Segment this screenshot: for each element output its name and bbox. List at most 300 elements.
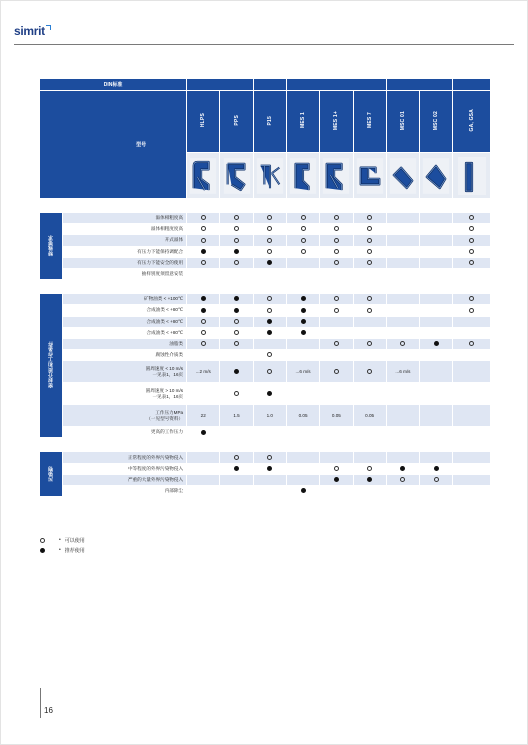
table-cell	[254, 213, 287, 224]
filled-circle-icon	[267, 330, 272, 335]
open-circle-icon	[469, 260, 474, 265]
table-cell	[453, 258, 491, 269]
open-circle-icon	[267, 296, 272, 301]
open-circle-icon	[367, 260, 372, 265]
seal-profile-icon	[222, 155, 252, 197]
table-cell	[220, 350, 253, 361]
page-number: 16	[44, 706, 53, 715]
open-circle-icon	[201, 215, 206, 220]
table-cell	[287, 361, 320, 383]
table-cell	[187, 305, 220, 316]
table-cell	[420, 258, 453, 269]
table-cell	[320, 464, 353, 475]
table-cell	[220, 475, 253, 486]
table-cell	[320, 305, 353, 316]
product-name: P15	[266, 115, 273, 126]
seal-profile-icon	[255, 155, 285, 197]
filled-circle-icon	[201, 249, 206, 254]
row-label: 正常程度的外界污染物侵入	[63, 452, 188, 463]
filled-circle-icon	[267, 260, 272, 265]
filled-circle-icon	[301, 488, 306, 493]
section-title-cell	[40, 294, 63, 438]
product-header-cell	[320, 91, 353, 153]
table-cell	[254, 383, 287, 405]
product-name: PPS	[233, 115, 240, 126]
row-label: 圆周速度 > 10 m/s 一见表1，16页	[63, 383, 188, 405]
open-circle-icon	[234, 226, 239, 231]
row-label: 开式溢体	[63, 235, 188, 246]
table-cell	[354, 452, 387, 463]
table-cell	[420, 427, 453, 438]
filled-circle-icon	[367, 477, 372, 482]
table-row	[40, 235, 491, 246]
open-circle-icon	[234, 330, 239, 335]
table-cell	[187, 328, 220, 339]
table-cell	[320, 317, 353, 328]
table-row	[40, 464, 491, 475]
filled-circle-icon	[201, 296, 206, 301]
table-cell	[220, 269, 253, 280]
table-cell	[254, 361, 287, 383]
section-title: 密封介质和工作条件	[48, 341, 55, 389]
table-cell	[320, 452, 353, 463]
row-label: 腐蚀性介质类	[63, 350, 188, 361]
table-cell	[453, 475, 491, 486]
open-circle-icon	[334, 369, 339, 374]
logo-mark-icon	[46, 25, 51, 30]
product-header-cell	[220, 91, 253, 153]
table-cell	[287, 339, 320, 350]
table-row	[40, 452, 491, 463]
open-circle-icon	[334, 341, 339, 346]
table-cell	[220, 294, 253, 305]
table-cell	[453, 350, 491, 361]
table-row	[40, 475, 491, 486]
din-header: DIN标准	[40, 79, 187, 91]
table-cell	[320, 339, 353, 350]
product-header-cell	[254, 91, 287, 153]
section-gap	[40, 199, 491, 213]
table-cell	[254, 486, 287, 497]
open-circle-icon	[201, 341, 206, 346]
open-circle-icon	[334, 238, 339, 243]
table-cell	[420, 452, 453, 463]
open-circle-icon	[367, 249, 372, 254]
table-cell	[453, 339, 491, 350]
legend-item-recommended	[40, 545, 85, 555]
table-cell	[187, 383, 220, 405]
table-cell	[387, 405, 420, 427]
table-cell	[387, 464, 420, 475]
open-circle-icon	[301, 215, 306, 220]
table-cell	[287, 247, 320, 258]
open-circle-icon	[234, 319, 239, 324]
table-cell	[420, 405, 453, 427]
product-name: MES 1+	[333, 110, 340, 131]
filled-circle-icon	[201, 308, 206, 313]
row-label: 工作压力MPa （一见型号资料）	[63, 405, 188, 427]
table-cell	[254, 258, 287, 269]
table-cell	[420, 475, 453, 486]
table-cell	[187, 486, 220, 497]
table-cell	[187, 350, 220, 361]
open-circle-icon	[201, 260, 206, 265]
filled-circle-icon	[434, 466, 439, 471]
table-cell	[254, 305, 287, 316]
table-cell	[254, 235, 287, 246]
table-cell	[254, 464, 287, 475]
seal-profile-icon	[355, 155, 385, 197]
table-cell	[187, 258, 220, 269]
selection-table-wrap	[40, 79, 491, 497]
cell-value: 1.5	[233, 412, 240, 418]
product-header-cell	[420, 91, 453, 153]
table-cell	[320, 269, 353, 280]
table-cell	[220, 247, 253, 258]
open-circle-icon	[334, 296, 339, 301]
table-cell	[387, 328, 420, 339]
table-cell	[354, 339, 387, 350]
product-name: MSC 02	[433, 110, 440, 131]
product-name: HLPS	[200, 113, 207, 128]
seal-profile-icon	[455, 155, 489, 197]
table-cell	[287, 235, 320, 246]
table-cell	[420, 464, 453, 475]
table-cell	[453, 269, 491, 280]
table-cell	[354, 405, 387, 427]
open-circle-icon	[267, 352, 272, 357]
open-circle-icon	[234, 238, 239, 243]
open-circle-icon	[201, 319, 206, 324]
table-cell	[320, 383, 353, 405]
table-cell	[387, 258, 420, 269]
open-circle-icon	[469, 296, 474, 301]
table-cell	[187, 361, 220, 383]
row-label: 矿物油类 < +100℃	[63, 294, 188, 305]
row-label: 溢体相粗度度高	[63, 224, 188, 235]
table-cell	[287, 224, 320, 235]
table-row	[40, 247, 491, 258]
table-cell	[420, 213, 453, 224]
filled-circle-icon	[234, 249, 239, 254]
table-cell	[287, 305, 320, 316]
table-cell	[254, 247, 287, 258]
table-cell	[354, 427, 387, 438]
row-label: 油脂类	[63, 339, 188, 350]
table-cell	[387, 452, 420, 463]
legend-text: 推荐使用	[64, 547, 85, 554]
table-cell	[254, 294, 287, 305]
table-cell	[453, 486, 491, 497]
open-circle-icon	[301, 226, 306, 231]
open-circle-icon	[201, 226, 206, 231]
filled-circle-icon	[234, 369, 239, 374]
row-label: 溢体相粗度高	[63, 213, 188, 224]
model-header: 型号	[40, 91, 187, 199]
table-cell	[320, 475, 353, 486]
table-cell	[187, 427, 220, 438]
table-cell	[453, 294, 491, 305]
row-label: 有压力下能安全的使用	[63, 258, 188, 269]
footer-rule	[40, 688, 41, 718]
legend-item-available	[40, 535, 85, 545]
table-row	[40, 383, 491, 405]
table-cell	[387, 224, 420, 235]
table-cell	[387, 475, 420, 486]
table-cell	[220, 305, 253, 316]
open-circle-icon	[334, 308, 339, 313]
open-circle-icon	[267, 455, 272, 460]
brand-logo	[14, 24, 51, 38]
table-cell	[387, 350, 420, 361]
table-cell	[320, 328, 353, 339]
open-circle-icon	[334, 260, 339, 265]
open-circle-icon	[267, 308, 272, 313]
selection-table	[40, 79, 491, 497]
table-cell	[354, 235, 387, 246]
table-cell	[254, 452, 287, 463]
table-cell	[420, 383, 453, 405]
row-label: 抽样别度须留意安装	[63, 269, 188, 280]
table-cell	[387, 213, 420, 224]
table-row	[40, 486, 491, 497]
table-cell	[320, 247, 353, 258]
table-cell	[453, 405, 491, 427]
table-cell	[287, 317, 320, 328]
table-cell	[453, 317, 491, 328]
table-cell	[187, 464, 220, 475]
section-gap	[40, 438, 491, 452]
product-header-cell	[187, 91, 220, 153]
table-cell	[287, 486, 320, 497]
filled-circle-icon	[234, 466, 239, 471]
table-cell	[254, 224, 287, 235]
open-circle-icon	[334, 226, 339, 231]
table-cell	[220, 383, 253, 405]
row-label: 严重的大量外界污染物侵入	[63, 475, 188, 486]
table-cell	[354, 464, 387, 475]
section-gap-cell	[40, 438, 491, 452]
table-cell	[220, 317, 253, 328]
cell-value: 22	[200, 412, 206, 418]
filled-circle-icon	[334, 477, 339, 482]
table-cell	[320, 405, 353, 427]
table-cell	[320, 486, 353, 497]
table-cell	[354, 258, 387, 269]
table-cell	[387, 247, 420, 258]
open-circle-icon	[334, 215, 339, 220]
open-circle-icon	[234, 391, 239, 396]
table-cell	[220, 427, 253, 438]
row-label: 圆周速度 < 10 m/s 一见表1，16页	[63, 361, 188, 383]
table-cell	[187, 339, 220, 350]
section-gap-cell	[40, 280, 491, 294]
cell-value: 0.05	[365, 412, 375, 418]
open-circle-icon	[469, 238, 474, 243]
table-cell	[320, 258, 353, 269]
table-row	[40, 328, 491, 339]
product-name: GA, GSA	[468, 109, 475, 132]
row-label: 合成油类 < +80℃	[63, 328, 188, 339]
filled-circle-icon	[301, 308, 306, 313]
din-header-group-1	[187, 79, 254, 91]
table-cell	[187, 475, 220, 486]
table-row	[40, 269, 491, 280]
open-circle-icon	[469, 215, 474, 220]
open-circle-icon	[334, 249, 339, 254]
table-row	[40, 317, 491, 328]
table-cell	[354, 317, 387, 328]
table-cell	[354, 294, 387, 305]
table-cell	[320, 361, 353, 383]
table-cell	[420, 247, 453, 258]
row-label: 内部除尘	[63, 486, 188, 497]
table-cell	[420, 328, 453, 339]
seal-profile-icon	[321, 155, 351, 197]
table-cell	[220, 452, 253, 463]
seal-profile-cell	[254, 153, 287, 199]
table-cell	[420, 317, 453, 328]
table-cell	[420, 361, 453, 383]
product-header-cell	[287, 91, 320, 153]
din-header-group-5	[453, 79, 491, 91]
table-cell	[354, 475, 387, 486]
table-cell	[453, 305, 491, 316]
table-cell	[354, 247, 387, 258]
open-circle-icon	[267, 249, 272, 254]
table-cell	[453, 224, 491, 235]
cell-value: 0.05	[298, 412, 308, 418]
open-circle-icon	[334, 466, 339, 471]
cell-value: 0.05	[331, 412, 341, 418]
table-cell	[254, 339, 287, 350]
table-cell	[254, 328, 287, 339]
open-circle-icon	[367, 466, 372, 471]
table-cell	[354, 350, 387, 361]
table-cell	[354, 305, 387, 316]
seal-profile-cell	[287, 153, 320, 199]
table-cell	[320, 427, 353, 438]
table-cell	[220, 328, 253, 339]
table-cell	[420, 269, 453, 280]
legend	[40, 535, 85, 555]
table-cell	[387, 427, 420, 438]
seal-profile-icon	[288, 155, 318, 197]
table-cell	[420, 350, 453, 361]
product-header-cell	[453, 91, 491, 153]
open-circle-icon	[301, 238, 306, 243]
table-cell	[187, 247, 220, 258]
table-cell	[354, 361, 387, 383]
table-cell	[453, 383, 491, 405]
open-circle-icon	[367, 215, 372, 220]
filled-circle-icon	[301, 319, 306, 324]
table-row	[40, 224, 491, 235]
table-cell	[320, 213, 353, 224]
header-rule	[14, 44, 514, 45]
product-header-row	[40, 91, 491, 153]
table-cell	[187, 224, 220, 235]
section-title: 污染物	[48, 465, 55, 482]
table-row	[40, 405, 491, 427]
filled-circle-icon	[201, 430, 206, 435]
table-cell	[187, 213, 220, 224]
table-cell	[287, 328, 320, 339]
table-cell	[420, 235, 453, 246]
table-cell	[187, 405, 220, 427]
table-cell	[254, 350, 287, 361]
open-circle-icon	[267, 238, 272, 243]
table-cell	[420, 486, 453, 497]
table-cell	[187, 317, 220, 328]
filled-circle-icon	[267, 466, 272, 471]
table-cell	[387, 294, 420, 305]
din-header-group-3	[287, 79, 387, 91]
table-cell	[387, 305, 420, 316]
filled-circle-icon	[267, 391, 272, 396]
open-circle-icon	[267, 226, 272, 231]
filled-circle-icon	[301, 296, 306, 301]
table-row	[40, 213, 491, 224]
table-cell	[187, 269, 220, 280]
bullet-icon: •	[59, 547, 61, 553]
product-name: MES 1	[300, 112, 307, 129]
table-cell	[287, 294, 320, 305]
seal-profile-cell	[220, 153, 253, 199]
table-cell	[187, 235, 220, 246]
filled-circle-icon	[434, 341, 439, 346]
seal-profile-cell	[354, 153, 387, 199]
table-cell	[254, 427, 287, 438]
cell-value: 1.0	[266, 412, 273, 418]
table-cell	[287, 258, 320, 269]
row-label: 合成油类 < +80℃	[63, 305, 188, 316]
filled-circle-icon	[267, 319, 272, 324]
table-cell	[320, 294, 353, 305]
filled-circle-icon	[301, 330, 306, 335]
table-cell	[220, 235, 253, 246]
table-cell	[354, 328, 387, 339]
open-circle-icon	[367, 226, 372, 231]
table-cell	[387, 486, 420, 497]
table-cell	[354, 486, 387, 497]
table-cell	[254, 269, 287, 280]
open-circle-icon	[367, 308, 372, 313]
open-circle-icon	[469, 226, 474, 231]
product-name: MSC 01	[399, 110, 406, 131]
open-circle-icon	[469, 308, 474, 313]
cell-value: ...2 m/s	[195, 368, 211, 374]
table-cell	[220, 213, 253, 224]
open-circle-icon	[367, 238, 372, 243]
open-circle-icon	[469, 249, 474, 254]
table-row	[40, 294, 491, 305]
open-circle-icon	[234, 215, 239, 220]
legend-text: 可以使用	[64, 537, 85, 544]
row-label: 更高的工作压力	[63, 427, 188, 438]
table-row	[40, 350, 491, 361]
table-cell	[387, 361, 420, 383]
seal-profile-cell	[453, 153, 491, 199]
table-cell	[320, 224, 353, 235]
table-cell	[287, 213, 320, 224]
seal-profile-cell	[420, 153, 453, 199]
filled-circle-icon	[40, 548, 45, 553]
cell-value: ...6 m/s	[295, 368, 311, 374]
table-cell	[220, 224, 253, 235]
seal-profile-icon	[388, 155, 418, 197]
table-cell	[420, 224, 453, 235]
